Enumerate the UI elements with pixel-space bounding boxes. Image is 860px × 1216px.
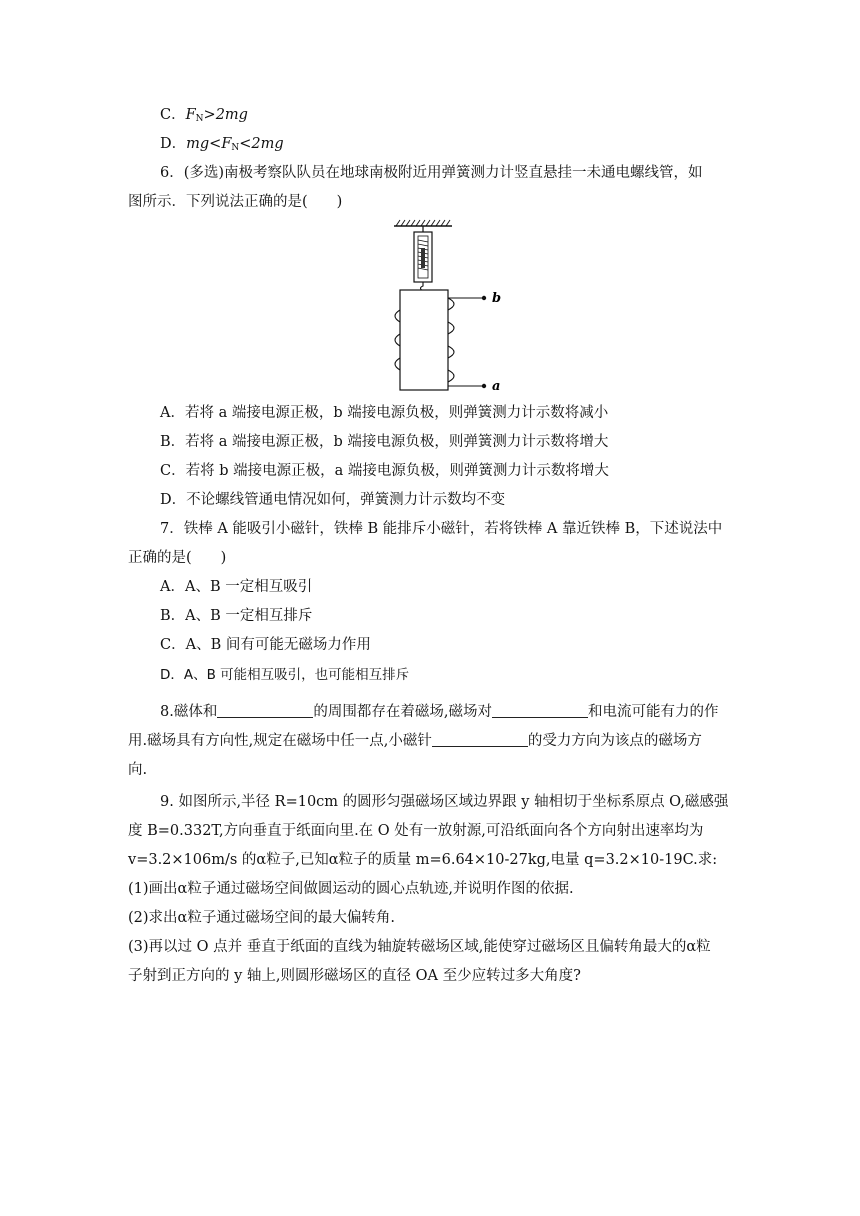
q6-option-a: A．若将 a 端接电源正极，b 端接电源负极，则弹簧测力计示数将减小 xyxy=(160,405,609,421)
q9-sub3-line1: (3)再以过 O 点并 垂直于纸面的直线为轴旋转磁场区域,能使穿过磁场区且偏转角最大的α粒 xyxy=(128,939,711,955)
q9-line3: v=3.2×106m/s 的α粒子,已知α粒子的质量 m=6.64×10-27kg,电量 q=3.2×10-19C.求: xyxy=(128,852,718,868)
option-d-prev: D．$mg<F_N<2mg$ xyxy=(160,136,284,153)
q8-line1: 8.磁体和 的周围都存在着磁场,磁场对 和电流可能有力的作 xyxy=(160,704,719,720)
q6-stem-line1: 6．(多选)南极考察队队员在地球南极附近用弹簧测力计竖直悬挂一未通电螺线管，如 xyxy=(160,165,703,181)
q6-option-d: D．不论螺线管通电情况如何，弹簧测力计示数均不变 xyxy=(160,492,506,508)
q7-stem-line1: 7．铁棒 A 能吸引小磁针，铁棒 B 能排斥小磁针，若将铁棒 A 靠近铁棒 B，下述说法中 xyxy=(160,521,723,537)
q7-option-b: B．A、B 一定相互排斥 xyxy=(160,608,313,624)
q6-figure-spring-solenoid xyxy=(380,218,510,398)
q9-sub2: (2)求出α粒子通过磁场空间的最大偏转角. xyxy=(128,910,395,926)
q8-line2: 用.磁场具有方向性,规定在磁场中任一点,小磁针 的受力方向为该点的磁场方 xyxy=(128,733,702,749)
q8-blank-3 xyxy=(432,732,528,747)
q7-option-c: C．A、B 间有可能无磁场力作用 xyxy=(160,637,371,653)
label-a: a xyxy=(492,379,501,394)
q8-blank-2 xyxy=(492,703,588,718)
option-c-prev: C．$F_N>2mg$ xyxy=(160,107,248,124)
q9-line2: 度 B=0.332T,方向垂直于纸面向里.在 O 处有一放射源,可沿纸面向各个方向射出速率均为 xyxy=(128,823,704,839)
q6-option-b: B．若将 a 端接电源正极，b 端接电源负极，则弹簧测力计示数将增大 xyxy=(160,434,609,450)
q6-stem-line2: 图所示．下列说法正确的是( ) xyxy=(128,194,343,210)
q9-line1: 9. 如图所示,半径 R=10cm 的圆形匀强磁场区域边界跟 y 轴相切于坐标系原点 O,磁感强 xyxy=(160,794,729,810)
q6-option-c: C．若将 b 端接电源正极，a 端接电源负极，则弹簧测力计示数将增大 xyxy=(160,463,609,479)
q7-stem-line2: 正确的是( ) xyxy=(128,550,227,566)
q9-sub3-line2: 子射到正方向的 y 轴上,则圆形磁场区的直径 OA 至少应转过多大角度? xyxy=(128,968,581,984)
q8-line3: 向. xyxy=(128,762,148,778)
label-b: b xyxy=(492,291,502,306)
q9-sub1: (1)画出α粒子通过磁场空间做圆运动的圆心点轨迹,并说明作图的依据. xyxy=(128,881,574,897)
q7-option-d: D．A、B 可能相互吸引，也可能相互排斥 xyxy=(160,667,410,683)
q8-blank-1 xyxy=(217,703,313,718)
q7-option-a: A．A、B 一定相互吸引 xyxy=(160,579,313,595)
